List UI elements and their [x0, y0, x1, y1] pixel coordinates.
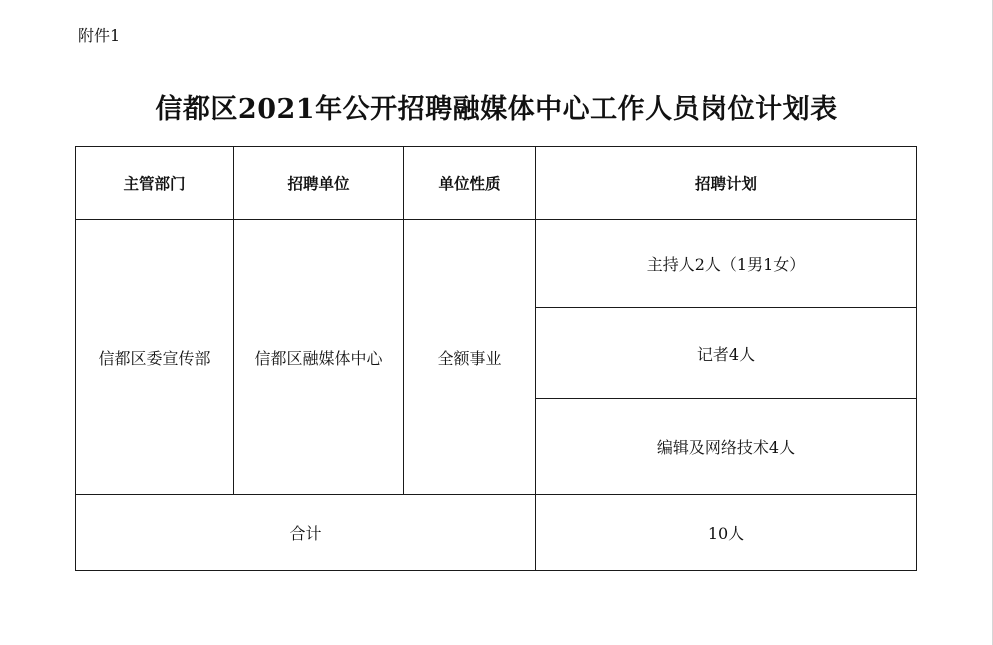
header-unit: 招聘单位	[234, 147, 404, 220]
table-header-row	[76, 147, 917, 220]
cell-department: 信都区委宣传部	[76, 220, 234, 495]
table-total-row	[76, 495, 917, 571]
attachment-label: 附件1	[78, 26, 121, 45]
header-department: 主管部门	[76, 147, 234, 220]
cell-plan-host: 主持人2人（1男1女）	[536, 220, 917, 308]
cell-total-label: 合计	[76, 495, 536, 571]
recruitment-plan-table	[75, 146, 917, 571]
header-plan: 招聘计划	[536, 147, 917, 220]
table-row	[76, 220, 917, 308]
document-title: 信都区2021年公开招聘融媒体中心工作人员岗位计划表	[155, 94, 838, 125]
cell-plan-reporter: 记者4人	[536, 308, 917, 399]
cell-unit: 信都区融媒体中心	[234, 220, 404, 495]
header-nature: 单位性质	[404, 147, 536, 220]
cell-total-value: 10人	[536, 495, 917, 571]
cell-plan-editor: 编辑及网络技术4人	[536, 399, 917, 495]
cell-nature: 全额事业	[404, 220, 536, 495]
